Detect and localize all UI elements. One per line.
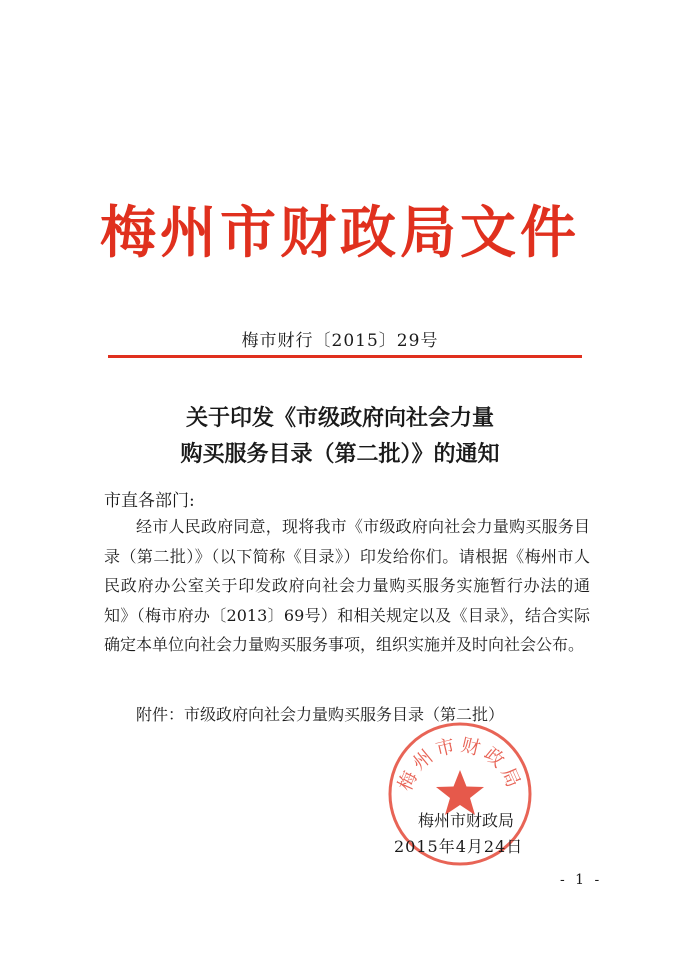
body-text <box>104 512 590 660</box>
seal-text: 梅州市财政局 <box>394 734 526 795</box>
title-line-1: 关于印发《市级政府向社会力量 <box>185 405 494 431</box>
document-title <box>0 400 680 472</box>
salutation: 市直各部门: <box>104 491 195 511</box>
signing-organization: 梅州市财政局 <box>418 811 515 830</box>
body-paragraph: 经市人民政府同意，现将我市《市级政府向社会力量购买服务目录（第二批）》（以下简称《目录》）印发给你们。请根据《梅州市人民政府办公室关于印发政府向社会力量购买服务实施暂行办法的通知》（梅市府办〔2013〕69号）和相关规定以及《目录》，结合实际确定本单位向社会力量购买服务事项，组织实施并及时向社会公布。 <box>104 517 590 654</box>
attachment-line: 附件：市级政府向社会力量购买服务目录（第二批） <box>136 705 505 724</box>
page-number: - 1 - <box>560 872 603 888</box>
document-masthead: 梅州市财政局文件 <box>100 200 580 266</box>
title-line-2: 购买服务目录（第二批）》的通知 <box>180 441 500 467</box>
red-divider-line <box>108 355 582 358</box>
signing-date: 2015年4月24日 <box>394 837 524 856</box>
document-number: 梅市财行〔2015〕29号 <box>241 331 439 351</box>
